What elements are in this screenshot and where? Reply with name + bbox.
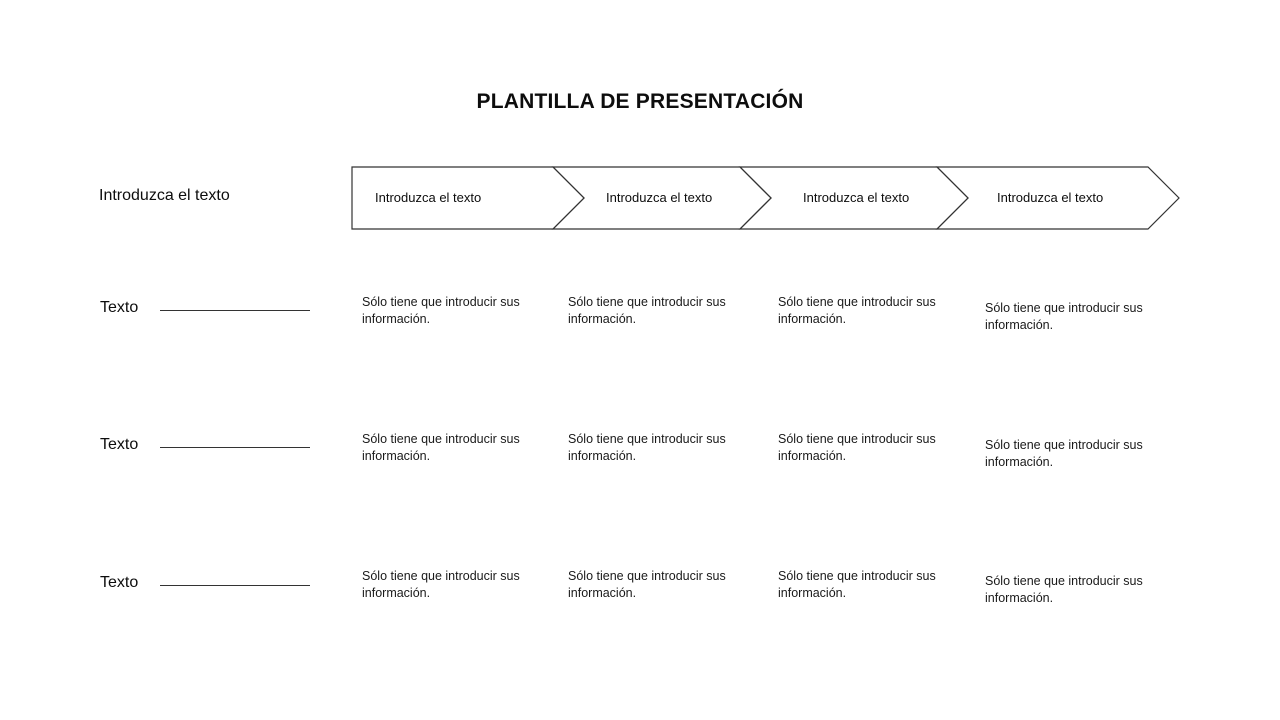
body-cell-r2c4[interactable]: Sólo tiene que introducir sus información. bbox=[985, 438, 1143, 469]
row-label-3[interactable]: Texto bbox=[100, 574, 139, 591]
body-cell-r3c1[interactable]: Sólo tiene que introducir sus información. bbox=[362, 569, 520, 600]
row-divider-1 bbox=[160, 310, 310, 311]
body-cell-r3c3[interactable]: Sólo tiene que introducir sus información. bbox=[778, 569, 936, 600]
chevron-label-3[interactable]: Introduzca el texto bbox=[803, 190, 910, 205]
body-cell-r1c3[interactable]: Sólo tiene que introducir sus información. bbox=[778, 295, 936, 326]
body-cell-r1c4[interactable]: Sólo tiene que introducir sus información. bbox=[985, 301, 1143, 332]
body-cell-r3c2[interactable]: Sólo tiene que introducir sus información. bbox=[568, 569, 726, 600]
row-divider-2 bbox=[160, 447, 310, 448]
chevron-label-4[interactable]: Introduzca el texto bbox=[997, 190, 1104, 205]
body-cell-r2c3[interactable]: Sólo tiene que introducir sus información. bbox=[778, 432, 936, 463]
chevron-process-band bbox=[351, 166, 1180, 230]
body-cell-r2c1[interactable]: Sólo tiene que introducir sus información. bbox=[362, 432, 520, 463]
row-label-1[interactable]: Texto bbox=[100, 299, 139, 316]
body-cell-r1c2[interactable]: Sólo tiene que introducir sus información. bbox=[568, 295, 726, 326]
chevron-label-1[interactable]: Introduzca el texto bbox=[375, 190, 482, 205]
chevron-label-2[interactable]: Introduzca el texto bbox=[606, 190, 713, 205]
row-divider-3 bbox=[160, 585, 310, 586]
body-cell-r2c2[interactable]: Sólo tiene que introducir sus información. bbox=[568, 432, 726, 463]
body-cell-r3c4[interactable]: Sólo tiene que introducir sus información. bbox=[985, 574, 1143, 605]
left-header-label[interactable]: Introduzca el texto bbox=[99, 187, 230, 204]
body-cell-r1c1[interactable]: Sólo tiene que introducir sus información. bbox=[362, 295, 520, 326]
row-label-2[interactable]: Texto bbox=[100, 436, 139, 453]
page-title: PLANTILLA DE PRESENTACIÓN bbox=[476, 90, 804, 113]
